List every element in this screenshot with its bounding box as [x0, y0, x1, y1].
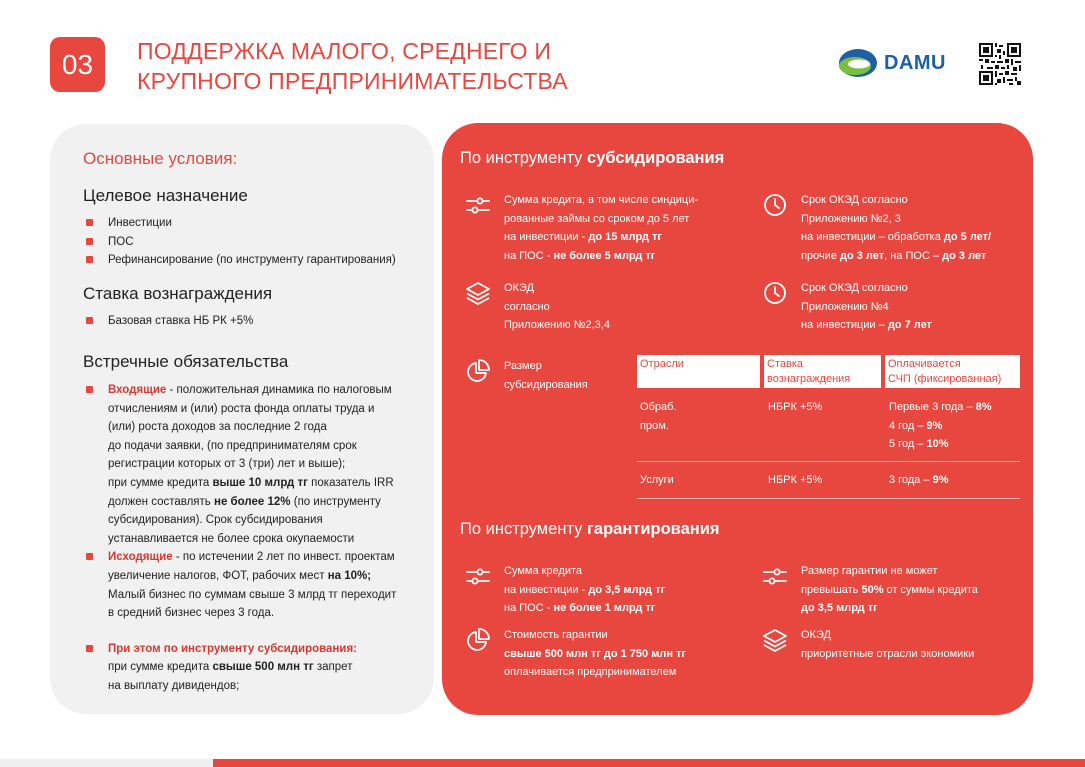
bullet-icon	[86, 645, 93, 652]
obligations-list	[86, 381, 396, 696]
bullet-icon	[86, 386, 93, 393]
table-divider	[637, 461, 1020, 462]
sliders-icon	[465, 192, 491, 218]
list-item: Инвестиции	[86, 214, 396, 233]
page-title	[137, 36, 568, 96]
section-number: 03	[61, 48, 94, 80]
clock-icon	[762, 280, 788, 306]
subsidy-amount-item: Сумма кредита, в том числе синдици- рованные займы со сроком до 5 лет на инвестиции - до 15 млрд тг на ПОС - не более 5 млрд тг	[465, 191, 698, 265]
list-item: Исходящие - по истечении 2 лет по инвест. проектам увеличение налогов, ФОТ, рабочих мест на 10%; Малый бизнес по суммам свыше 3 млрд тг переходит в средний бизнес через 3 года.	[86, 548, 396, 622]
table-cell: НБРК +5%	[768, 401, 823, 413]
footer-bar-grey	[0, 759, 213, 767]
qr-code-icon	[979, 43, 1021, 85]
footer-bar-red	[213, 759, 1085, 767]
section-number-badge	[50, 37, 105, 92]
list-item: ПОС	[86, 233, 396, 252]
sliders-icon	[465, 563, 491, 589]
subsidy-title: По инструменту субсидирования	[460, 149, 725, 167]
table-divider	[637, 498, 1020, 499]
table-header-payment: Оплачивается СЧП (фиксированная)	[885, 355, 1020, 388]
layers-icon	[465, 280, 491, 306]
subsidy-term-item: Срок ОКЭД согласно Приложению №2, 3 на инвестиции – обработка до 5 лет/ прочие до 3 лет, на ПОС – до 3 лет	[762, 191, 991, 265]
table-cell: 3 года – 9%	[889, 474, 949, 486]
pie-chart-icon	[465, 358, 491, 384]
rate-title: Ставка вознаграждения	[83, 284, 273, 303]
table-cell: Услуги	[640, 474, 674, 486]
subsidy-okved-item: ОКЭД согласно Приложению №2,3,4	[465, 279, 610, 335]
bullet-icon	[86, 317, 93, 324]
table-cell: Первые 3 года – 8% 4 год – 9% 5 год – 10%	[889, 401, 992, 450]
pie-chart-icon	[465, 627, 491, 653]
page-title-line2: КРУПНОГО ПРЕДПРИНИМАТЕЛЬСТВА	[137, 68, 568, 94]
logo-text: DAMU	[884, 51, 946, 74]
table-header-sectors: Отрасли	[637, 355, 760, 388]
clock-icon	[762, 192, 788, 218]
bullet-icon	[86, 553, 93, 560]
guarantee-size-item: Размер гарантии не может превышать 50% от суммы кредита до 3,5 млрд тг	[762, 562, 978, 618]
list-item: Базовая ставка НБ РК +5%	[86, 312, 253, 331]
instruments-card	[442, 123, 1033, 715]
bullet-icon	[86, 219, 93, 226]
table-cell: Обраб. пром.	[640, 401, 677, 432]
layers-icon	[762, 627, 788, 653]
subsidy-term2-item: Срок ОКЭД согласно Приложению №4 на инвестиции – до 7 лет	[762, 279, 932, 335]
guarantee-amount-item: Сумма кредита на инвестиции - до 3,5 млрд тг на ПОС - не более 1 млрд тг	[465, 562, 665, 618]
purpose-title: Целевое назначение	[83, 186, 248, 205]
list-item: Рефинансирование (по инструменту гарантирования)	[86, 251, 396, 270]
guarantee-okved-item: ОКЭД приоритетные отрасли экономики	[762, 626, 974, 663]
guarantee-cost-item: Стоимость гарантии свыше 500 млн тг до 1 750 млн тг оплачивается предпринимателем	[465, 626, 686, 682]
conditions-heading: Основные условия:	[83, 149, 238, 168]
obligations-title: Встречные обязательства	[83, 352, 289, 371]
table-cell: НБРК +5%	[768, 474, 823, 486]
page-title-line1: ПОДДЕРЖКА МАЛОГО, СРЕДНЕГО И	[137, 38, 552, 64]
guarantee-title: По инструменту гарантирования	[460, 520, 720, 538]
list-item: При этом по инструменту субсидирования: при сумме кредита свыше 500 млн тг запрет на выплату дивидендов;	[86, 640, 396, 696]
sliders-icon	[762, 563, 788, 589]
conditions-card	[50, 124, 434, 714]
damu-logo	[838, 47, 946, 79]
subsidy-size-item: Размер субсидирования	[465, 357, 588, 394]
logo-icon	[838, 47, 878, 79]
rate-list	[86, 312, 253, 331]
table-header-rate: Ставка вознаграждения	[764, 355, 881, 388]
bullet-icon	[86, 238, 93, 245]
bullet-icon	[86, 256, 93, 263]
list-item: Входящие - положительная динамика по налоговым отчислениям и (или) роста фонда оплаты труда и (или) роста доходов за последние 2 года до подачи заявки, (по предпринимателям срок регистрации которых от 3 (три) лет и выше); при сумме кредита выше 10 млрд тг показатель IRR должен составлять не более 12% (по инструменту субсидирования). Срок субсидирования устанавливается не более срока окупаемости	[86, 381, 396, 548]
purpose-list	[86, 214, 396, 270]
